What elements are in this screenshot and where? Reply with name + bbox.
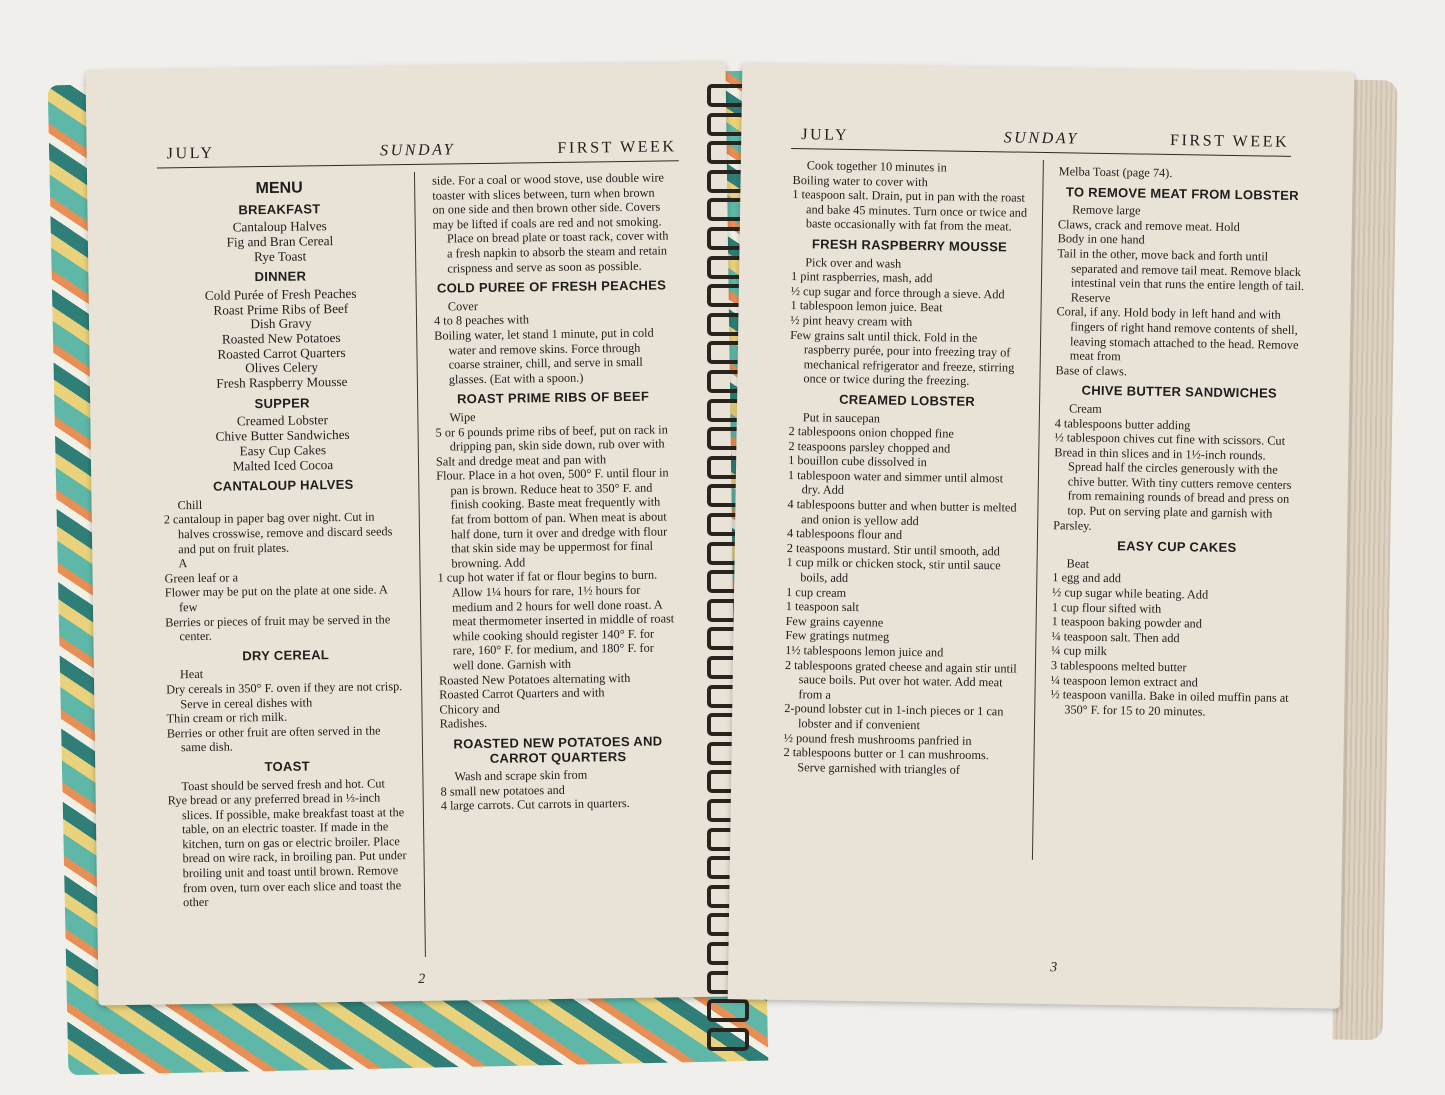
recipe-line: Melba Toast (page 74). [1058, 164, 1173, 181]
recipe-line: Rye bread or any preferred bread in ⅓-inch slices. If possible, make breakfast toast at the table, on an electric toaster. If made in the kitchen, turn on gas or electric broiler. Place bread on wire rack, in broiling pan. Put under broiling unit and toast until brown. Remove from oven, turn over each slice and toast the other [167, 790, 407, 910]
recipe-line: Chill [177, 497, 203, 513]
recipe-line: Berries or pieces of fruit may be served in the center. [165, 611, 391, 644]
spiral-coil [707, 1028, 749, 1051]
recipe-line: 1 tablespoon lemon juice. Beat [790, 298, 943, 315]
recipe-line: side. For a coal or wood stove, use double wire toaster with slices between, turn when brown on one side and then brown other side. Covers may be lifted if coals are red and not smoking. [431, 170, 665, 232]
header-day: SUNDAY [1003, 129, 1079, 148]
recipe-line: Flour. Place in a hot oven, 500° F. until flour in pan is brown. Reduce heat to 350° F. and finish cooking. Baste meat frequently with fat from bottom of pan. When meat is about half done, turn it over and dredge with flour that skin side may be uppermost for final browning. Add [436, 465, 669, 571]
header-month: JULY [166, 144, 215, 163]
spiral-coil [707, 999, 749, 1022]
recipe-line: Heat [179, 667, 204, 682]
recipe-line: ½ cup sugar while beating. Add [1052, 585, 1209, 602]
menu-item: Easy Cup Cakes [239, 442, 327, 459]
menu-item: Fresh Raspberry Mousse [216, 373, 348, 391]
menu-item: Creamed Lobster [236, 412, 329, 429]
recipe-line: ½ teaspoon vanilla. Bake in oiled muffin pans at 350° F. for 15 to 20 minutes. [1050, 687, 1289, 719]
recipe-line: Place on bread plate or toast rack, cover with a fresh napkin to absorb the steam and retain crispness and serve as soon as possible. [446, 228, 669, 276]
section-heading: ROAST PRIME RIBS OF BEEF [456, 388, 650, 407]
section-heading: CHIVE BUTTER SANDWICHES [1081, 382, 1278, 402]
recipe-line: 2-pound lobster cut in 1-inch pieces or 1 can lobster and if convenient [784, 701, 1004, 733]
recipe-line: 4 tablespoons butter adding [1054, 415, 1191, 432]
header-month: JULY [801, 126, 850, 144]
recipe-line: Roasted Carrot Quarters and with [439, 685, 605, 702]
recipe-line: Few gratings nutmeg [785, 628, 890, 645]
menu-item: Chive Butter Sandwiches [215, 426, 350, 444]
recipe-line: ¼ teaspoon lemon extract and [1050, 672, 1199, 690]
right-column-2 [1050, 164, 1307, 720]
section-heading: CREAMED LOBSTER [839, 391, 976, 409]
recipe-line: Base of claws. [1055, 362, 1128, 379]
section-heading: CANTALOUP HALVES [212, 477, 354, 494]
recipe-line: 1 tablespoon water and simmer until almost dry. Add [787, 467, 1004, 498]
recipe-line: 2 tablespoons grated cheese and again stir until sauce boils. Put over hot water. Add meat from a [784, 657, 1017, 702]
recipe-line: ½ cup sugar and force through a sieve. Add [790, 283, 1005, 302]
recipe-line: Boiling water to cover with [792, 172, 928, 189]
recipe-line: Few grains salt until thick. Fold in the raspberry purée, pour into freezing tray of mechanical refrigerator and freeze, stirring once or twice during the freezing. [790, 327, 1015, 389]
recipe-line: 1 teaspoon salt. Drain, put in pan with the roast and bake 45 minutes. Turn once or twice and baste occasionally with fat from the meat. [792, 187, 1028, 234]
section-heading: ROASTED NEW POTATOES AND CARROT QUARTERS [453, 733, 663, 766]
header-week: FIRST WEEK [1169, 131, 1290, 151]
recipe-line: 2 tablespoons butter or 1 can mushrooms. Serve garnished with triangles of [783, 745, 989, 777]
recipe-line: Boiling water, let stand 1 minute, put in cold water and remove skins. Force through coarse strainer, chill, and serve in small glasses. (Eat with a spoon.) [434, 325, 654, 387]
page-header [791, 126, 1291, 157]
recipe-line: 3 tablespoons melted butter [1050, 658, 1187, 675]
recipe-line: Radishes. [439, 716, 488, 732]
recipe-line: ½ tablespoon chives cut fine with scissors. Cut [1054, 430, 1286, 448]
menu-item: Olives Celery [245, 359, 319, 376]
recipe-line: ½ pint heavy cream with [790, 312, 913, 329]
column-divider [414, 172, 426, 957]
recipe-line: Green leaf or a [164, 570, 239, 586]
section-heading: SUPPER [254, 395, 310, 411]
recipe-line: Bread in thin slices and in 1½-inch rounds. Spread half the circles generously with the chive butter. With tiny cutters remove centers from remaining rounds of bread and press on top. Put on serving plate and garnish with [1054, 444, 1292, 521]
section-heading: DINNER [254, 268, 307, 285]
right-column-1 [783, 158, 1029, 778]
recipe-line: Put in saucepan [802, 409, 881, 425]
recipe-line: Tail in the other, move back and forth until separated and remove tail meat. Remove black intestinal vein that runs the entire length of tail. Reserve [1057, 246, 1305, 305]
recipe-line: 5 or 6 pounds prime ribs of beef, put on rack in dripping pan, skin side down, rub over with [435, 421, 668, 454]
section-heading: FRESH RASPBERRY MOUSSE [811, 236, 1008, 255]
recipe-line: Chicory and [439, 701, 501, 717]
section-heading: COLD PUREE OF FRESH PEACHES [436, 277, 667, 296]
recipe-line: Roasted New Potatoes alternating with [438, 670, 631, 688]
recipe-line: 1 cup hot water if fat or flour begins to burn. Allow 1¼ hours for rare, 1½ hours for medium and 2 hours for well done roast. A meat thermometer inserted in middle of roast while cooking should register 140° F. for rare, 160° F. for medium, and 180° F. for well done. Garnish with [437, 568, 675, 673]
section-heading: TO REMOVE MEAT FROM LOBSTER [1065, 183, 1299, 203]
recipe-line: Beat [1066, 556, 1090, 571]
recipe-line: 4 large carrots. Cut carrots in quarters. [440, 796, 630, 813]
recipe-line: ½ pound fresh mushrooms panfried in [783, 730, 972, 748]
recipe-line: ¼ teaspoon salt. Then add [1051, 628, 1180, 646]
left-column-1 [159, 174, 409, 910]
section-heading: TOAST [264, 758, 310, 774]
recipe-line: 1 teaspoon baking powder and [1051, 614, 1203, 631]
menu-item: Fig and Bran Cereal [226, 232, 334, 250]
menu-item: Malted Iced Cocoa [232, 456, 334, 474]
section-heading: EASY CUP CAKES [1117, 538, 1237, 556]
column-divider [1032, 160, 1044, 860]
recipe-line: 1 egg and add [1052, 570, 1122, 586]
menu-title: MENU [255, 179, 303, 198]
recipe-line: 2 cantaloup in paper bag over night. Cut in halves crosswise, remove and discard seeds and put on fruit plates. [163, 509, 393, 556]
recipe-line: Body in one hand [1057, 231, 1145, 247]
menu-item: Roast Prime Ribs of Beef [213, 300, 349, 318]
menu-item: Rye Toast [253, 248, 307, 264]
page-number: 2 [418, 971, 426, 987]
header-week: FIRST WEEK [557, 138, 677, 157]
left-column-2 [432, 170, 677, 813]
recipe-line: 2 teaspoons mustard. Stir until smooth, add [786, 540, 1001, 559]
recipe-line: 2 tablespoons onion chopped fine [788, 424, 955, 441]
menu-item: Dish Gravy [250, 315, 312, 332]
recipe-line: 4 to 8 peaches with [433, 312, 530, 329]
recipe-line: Wash and scrape skin from [454, 767, 588, 784]
recipe-line: Cover [447, 298, 478, 314]
recipe-line: 4 tablespoons butter and when butter is melted and onion is yellow add [787, 497, 1017, 528]
section-heading: DRY CEREAL [242, 646, 330, 664]
menu-item: Roasted New Potatoes [221, 329, 341, 347]
right-page [728, 63, 1355, 1008]
recipe-line: 1½ tablespoons lemon juice and [785, 642, 944, 660]
recipe-line: Wipe [449, 410, 476, 425]
recipe-line: Remove large [1072, 202, 1141, 218]
menu-item: Cold Purée of Fresh Peaches [204, 285, 357, 303]
recipe-line: 4 tablespoons flour and [786, 526, 903, 543]
recipe-line: Dry cereals in 350° F. oven if they are not crisp. Serve in cereal dishes with [166, 679, 403, 711]
recipe-line: Thin cream or rich milk. [166, 709, 288, 726]
recipe-line: Cook together 10 minutes in [806, 158, 947, 175]
recipe-line: ¼ cup milk [1051, 643, 1107, 659]
recipe-line: Pick over and wash [805, 254, 902, 271]
menu-item: Roasted Carrot Quarters [217, 344, 346, 362]
recipe-line: A [178, 556, 188, 571]
recipe-line: 1 bouillon cube dissolved in [788, 453, 927, 470]
recipe-line: 1 cup milk or chicken stock, stir until sauce boils, add [786, 555, 1001, 586]
header-day: SUNDAY [379, 141, 456, 160]
page-header [157, 138, 679, 168]
recipe-line: Salt and dredge meat and pan with [435, 451, 607, 469]
recipe-line: 1 teaspoon salt [785, 599, 860, 615]
menu-item: Cantaloup Halves [232, 218, 327, 235]
recipe-line: 2 teaspoons parsley chopped and [788, 438, 951, 456]
recipe-line: 1 pint raspberries, mash, add [790, 269, 933, 286]
recipe-line: 8 small new potatoes and [440, 782, 566, 799]
page-number: 3 [1050, 960, 1058, 976]
recipe-line: Berries or other fruit are often served in the same dish. [166, 723, 381, 755]
left-page [86, 62, 739, 1006]
recipe-line: Few grains cayenne [785, 613, 884, 630]
section-heading: BREAKFAST [238, 200, 321, 217]
recipe-line: Toast should be served fresh and hot. Cut [181, 775, 385, 793]
recipe-line: Coral, if any. Hold body in left hand and with fingers of right hand remove contents of shell, leaving stomach attached to the head. Remove meat from [1056, 304, 1299, 364]
recipe-line: Parsley. [1053, 517, 1092, 533]
recipe-line: Claws, crack and remove meat. Hold [1057, 217, 1240, 234]
recipe-line: Flower may be put on the plate at one side. A few [164, 582, 388, 615]
recipe-line: 1 cup cream [785, 584, 847, 600]
recipe-line: 1 cup flour sifted with [1051, 599, 1162, 616]
recipe-line: Cream [1068, 401, 1102, 416]
